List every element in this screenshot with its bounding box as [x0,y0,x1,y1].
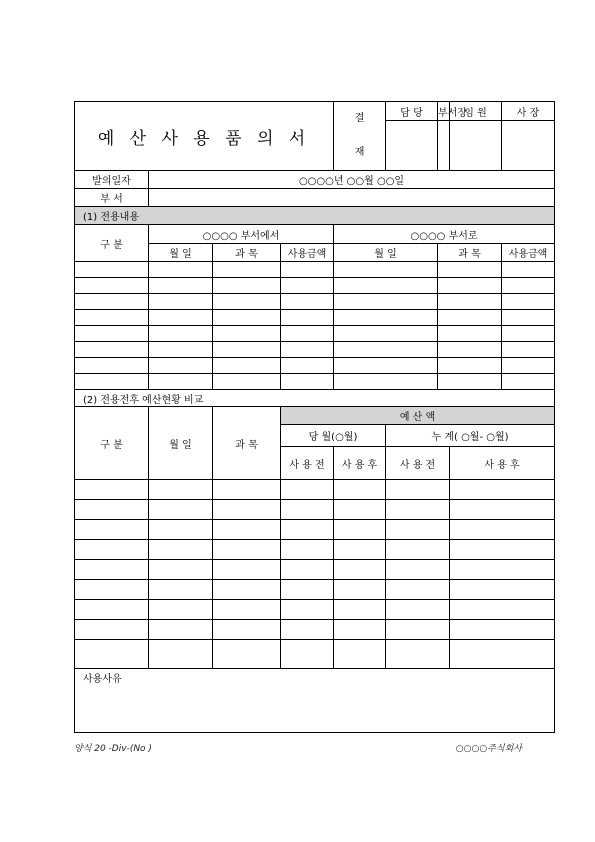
s2-cell[interactable] [450,580,555,600]
section1-title: (1) 전용내용 [75,207,555,225]
s1-cell[interactable] [502,326,555,342]
s1-from-month-header: 월 일 [149,244,213,262]
s2-cell[interactable] [213,620,281,640]
s1-cell[interactable] [281,342,334,358]
s2-cell[interactable] [149,620,213,640]
s2-cell[interactable] [75,580,149,600]
s2-cell[interactable] [149,520,213,540]
s1-cell[interactable] [149,374,213,390]
s2-current-month-header: 당 월(○월) [281,425,386,447]
s2-cell[interactable] [75,640,149,669]
s2-cell[interactable] [281,500,334,520]
company-name: ○○○○주식회사 [455,744,522,754]
s1-cell[interactable] [149,294,213,310]
s1-from-amount-header: 사용금액 [281,244,334,262]
table-row [75,342,555,358]
s2-cumulative-header: 누 계( ○월- ○월) [386,425,555,447]
table-row [75,310,555,326]
s1-cell[interactable] [149,326,213,342]
s1-cell[interactable] [75,310,149,326]
s1-cell[interactable] [502,294,555,310]
s2-cell[interactable] [149,580,213,600]
approval-sign-staff[interactable] [386,121,438,171]
s1-cell[interactable] [502,358,555,374]
approval-label-bottom: 재 [354,147,365,158]
s2-cell[interactable] [450,480,555,500]
s1-cell[interactable] [213,294,281,310]
s1-cell[interactable] [213,326,281,342]
s1-cell[interactable] [213,262,281,278]
s2-cell[interactable] [334,480,386,500]
s2-cell[interactable] [450,560,555,580]
s1-cell[interactable] [213,358,281,374]
approval-label [334,102,386,171]
s2-cell[interactable] [281,540,334,560]
approval-label-top: 결 [354,113,365,124]
s1-cell[interactable] [149,262,213,278]
table-row [75,500,555,520]
approval-col-executive: 임 원 [450,102,502,121]
s2-current-before-header: 사 용 전 [281,447,334,480]
approval-sign-dept-head[interactable] [438,121,450,171]
s1-cell[interactable] [502,278,555,294]
s1-category-header: 구 분 [75,225,149,262]
s1-cell[interactable] [502,374,555,390]
s2-cell[interactable] [75,500,149,520]
s2-cell[interactable] [386,620,450,640]
s2-cell[interactable] [281,640,334,669]
table-row [75,560,555,580]
s1-cell[interactable] [438,262,502,278]
s2-cell[interactable] [149,600,213,620]
s2-month-header: 월 일 [149,407,213,480]
budget-request-form [74,101,555,733]
s2-cell[interactable] [213,560,281,580]
s2-cell[interactable] [149,500,213,520]
s2-cell[interactable] [450,620,555,640]
s1-cell[interactable] [75,294,149,310]
form-number: 양식 20 -Div-(No ) [74,744,152,754]
table-row [75,294,555,310]
s2-cell[interactable] [450,520,555,540]
dept-label: 부 서 [75,189,149,207]
s2-cell[interactable] [334,500,386,520]
s1-cell[interactable] [334,342,438,358]
s2-cell[interactable] [386,580,450,600]
s2-cell[interactable] [386,640,450,669]
s2-cell[interactable] [75,480,149,500]
table-row [75,374,555,390]
s1-cell[interactable] [334,310,438,326]
form-title: 예 산 사 용 품 의 서 [75,102,334,171]
s1-cell[interactable] [281,294,334,310]
s1-cell[interactable] [502,262,555,278]
s1-cell[interactable] [502,342,555,358]
table-row [75,520,555,540]
s1-cell[interactable] [334,262,438,278]
s2-cumulative-before-header: 사 용 전 [386,447,450,480]
s1-cell[interactable] [281,358,334,374]
s1-cell[interactable] [281,278,334,294]
s2-cell[interactable] [281,480,334,500]
s2-cell[interactable] [281,620,334,640]
s1-cell[interactable] [75,358,149,374]
s1-cell[interactable] [149,358,213,374]
s2-cell[interactable] [281,520,334,540]
approval-sign-president[interactable] [502,121,555,171]
s2-budget-header: 예 산 액 [281,407,555,425]
s2-cell[interactable] [213,540,281,560]
table-row [75,600,555,620]
s1-cell[interactable] [75,342,149,358]
s1-cell[interactable] [334,358,438,374]
s2-cell[interactable] [75,560,149,580]
s2-cell[interactable] [75,520,149,540]
s2-cell[interactable] [213,580,281,600]
s1-cell[interactable] [75,326,149,342]
s1-cell[interactable] [438,342,502,358]
s1-to-subject-header: 과 목 [438,244,502,262]
s2-cell[interactable] [213,640,281,669]
s1-cell[interactable] [438,326,502,342]
s1-from-subject-header: 과 목 [213,244,281,262]
s2-cell[interactable] [386,540,450,560]
s2-cell[interactable] [450,600,555,620]
s2-cell[interactable] [281,600,334,620]
s1-cell[interactable] [502,310,555,326]
s1-cell[interactable] [213,342,281,358]
approval-col-dept-head: 부서장 [438,102,450,121]
s2-cell[interactable] [386,520,450,540]
table-row [75,262,555,278]
s1-cell[interactable] [334,326,438,342]
s2-cell[interactable] [386,480,450,500]
s2-cell[interactable] [386,500,450,520]
s2-cell[interactable] [281,580,334,600]
s1-cell[interactable] [149,310,213,326]
s1-to-amount-header: 사용금액 [502,244,555,262]
approval-col-president: 사 장 [502,102,555,121]
s1-cell[interactable] [334,294,438,310]
s1-cell[interactable] [149,278,213,294]
s2-cell[interactable] [213,480,281,500]
s1-cell[interactable] [438,278,502,294]
s1-cell[interactable] [75,374,149,390]
s2-cell[interactable] [149,480,213,500]
s2-cell[interactable] [334,520,386,540]
section2-title: (2) 전용전후 예산현황 비교 [75,390,555,407]
s1-cell[interactable] [334,374,438,390]
s1-cell[interactable] [281,326,334,342]
s1-from-header: ○○○○ 부서에서 [149,225,334,244]
table-row [75,620,555,640]
approval-sign-executive[interactable] [450,121,502,171]
s1-cell[interactable] [281,262,334,278]
s2-cell[interactable] [149,640,213,669]
s1-cell[interactable] [75,262,149,278]
s1-to-header: ○○○○ 부서로 [334,225,555,244]
s1-cell[interactable] [438,374,502,390]
s1-cell[interactable] [438,310,502,326]
s2-cell[interactable] [75,540,149,560]
table-row [75,480,555,500]
s1-cell[interactable] [334,278,438,294]
s2-cumulative-after-header: 사 용 후 [450,447,555,480]
s2-cell[interactable] [450,640,555,669]
table-row [75,326,555,342]
s2-cell[interactable] [334,600,386,620]
date-label: 발의일자 [75,171,149,189]
table-row [75,580,555,600]
s1-cell[interactable] [213,374,281,390]
s2-category-header: 구 분 [75,407,149,480]
s2-cell[interactable] [386,600,450,620]
s2-cell[interactable] [213,520,281,540]
s2-cell[interactable] [450,540,555,560]
s2-cell[interactable] [450,500,555,520]
s1-cell[interactable] [281,374,334,390]
s2-cell[interactable] [149,540,213,560]
s1-cell[interactable] [438,358,502,374]
s1-cell[interactable] [213,310,281,326]
table-row [75,278,555,294]
date-value[interactable]: ○○○○년 ○○월 ○○일 [149,171,555,189]
s2-cell[interactable] [213,600,281,620]
table-row [75,640,555,669]
reason-label: 사용사유 [83,674,122,685]
reason-box[interactable] [75,669,555,733]
s1-cell[interactable] [281,310,334,326]
approval-col-staff: 담 당 [386,102,438,121]
s2-cell[interactable] [334,640,386,669]
s2-cell[interactable] [75,600,149,620]
s2-cell[interactable] [334,620,386,640]
s2-cell[interactable] [334,540,386,560]
s1-to-month-header: 월 일 [334,244,438,262]
s1-cell[interactable] [149,342,213,358]
table-row [75,540,555,560]
table-row [75,358,555,374]
s2-cell[interactable] [281,560,334,580]
s2-cell[interactable] [213,500,281,520]
dept-value[interactable] [149,189,555,207]
s2-cell[interactable] [386,560,450,580]
s2-cell[interactable] [149,560,213,580]
s1-cell[interactable] [438,294,502,310]
s2-current-after-header: 사 용 후 [334,447,386,480]
s2-cell[interactable] [75,620,149,640]
s2-subject-header: 과 목 [213,407,281,480]
s2-cell[interactable] [334,560,386,580]
s2-cell[interactable] [334,580,386,600]
s1-cell[interactable] [213,278,281,294]
s1-cell[interactable] [75,278,149,294]
